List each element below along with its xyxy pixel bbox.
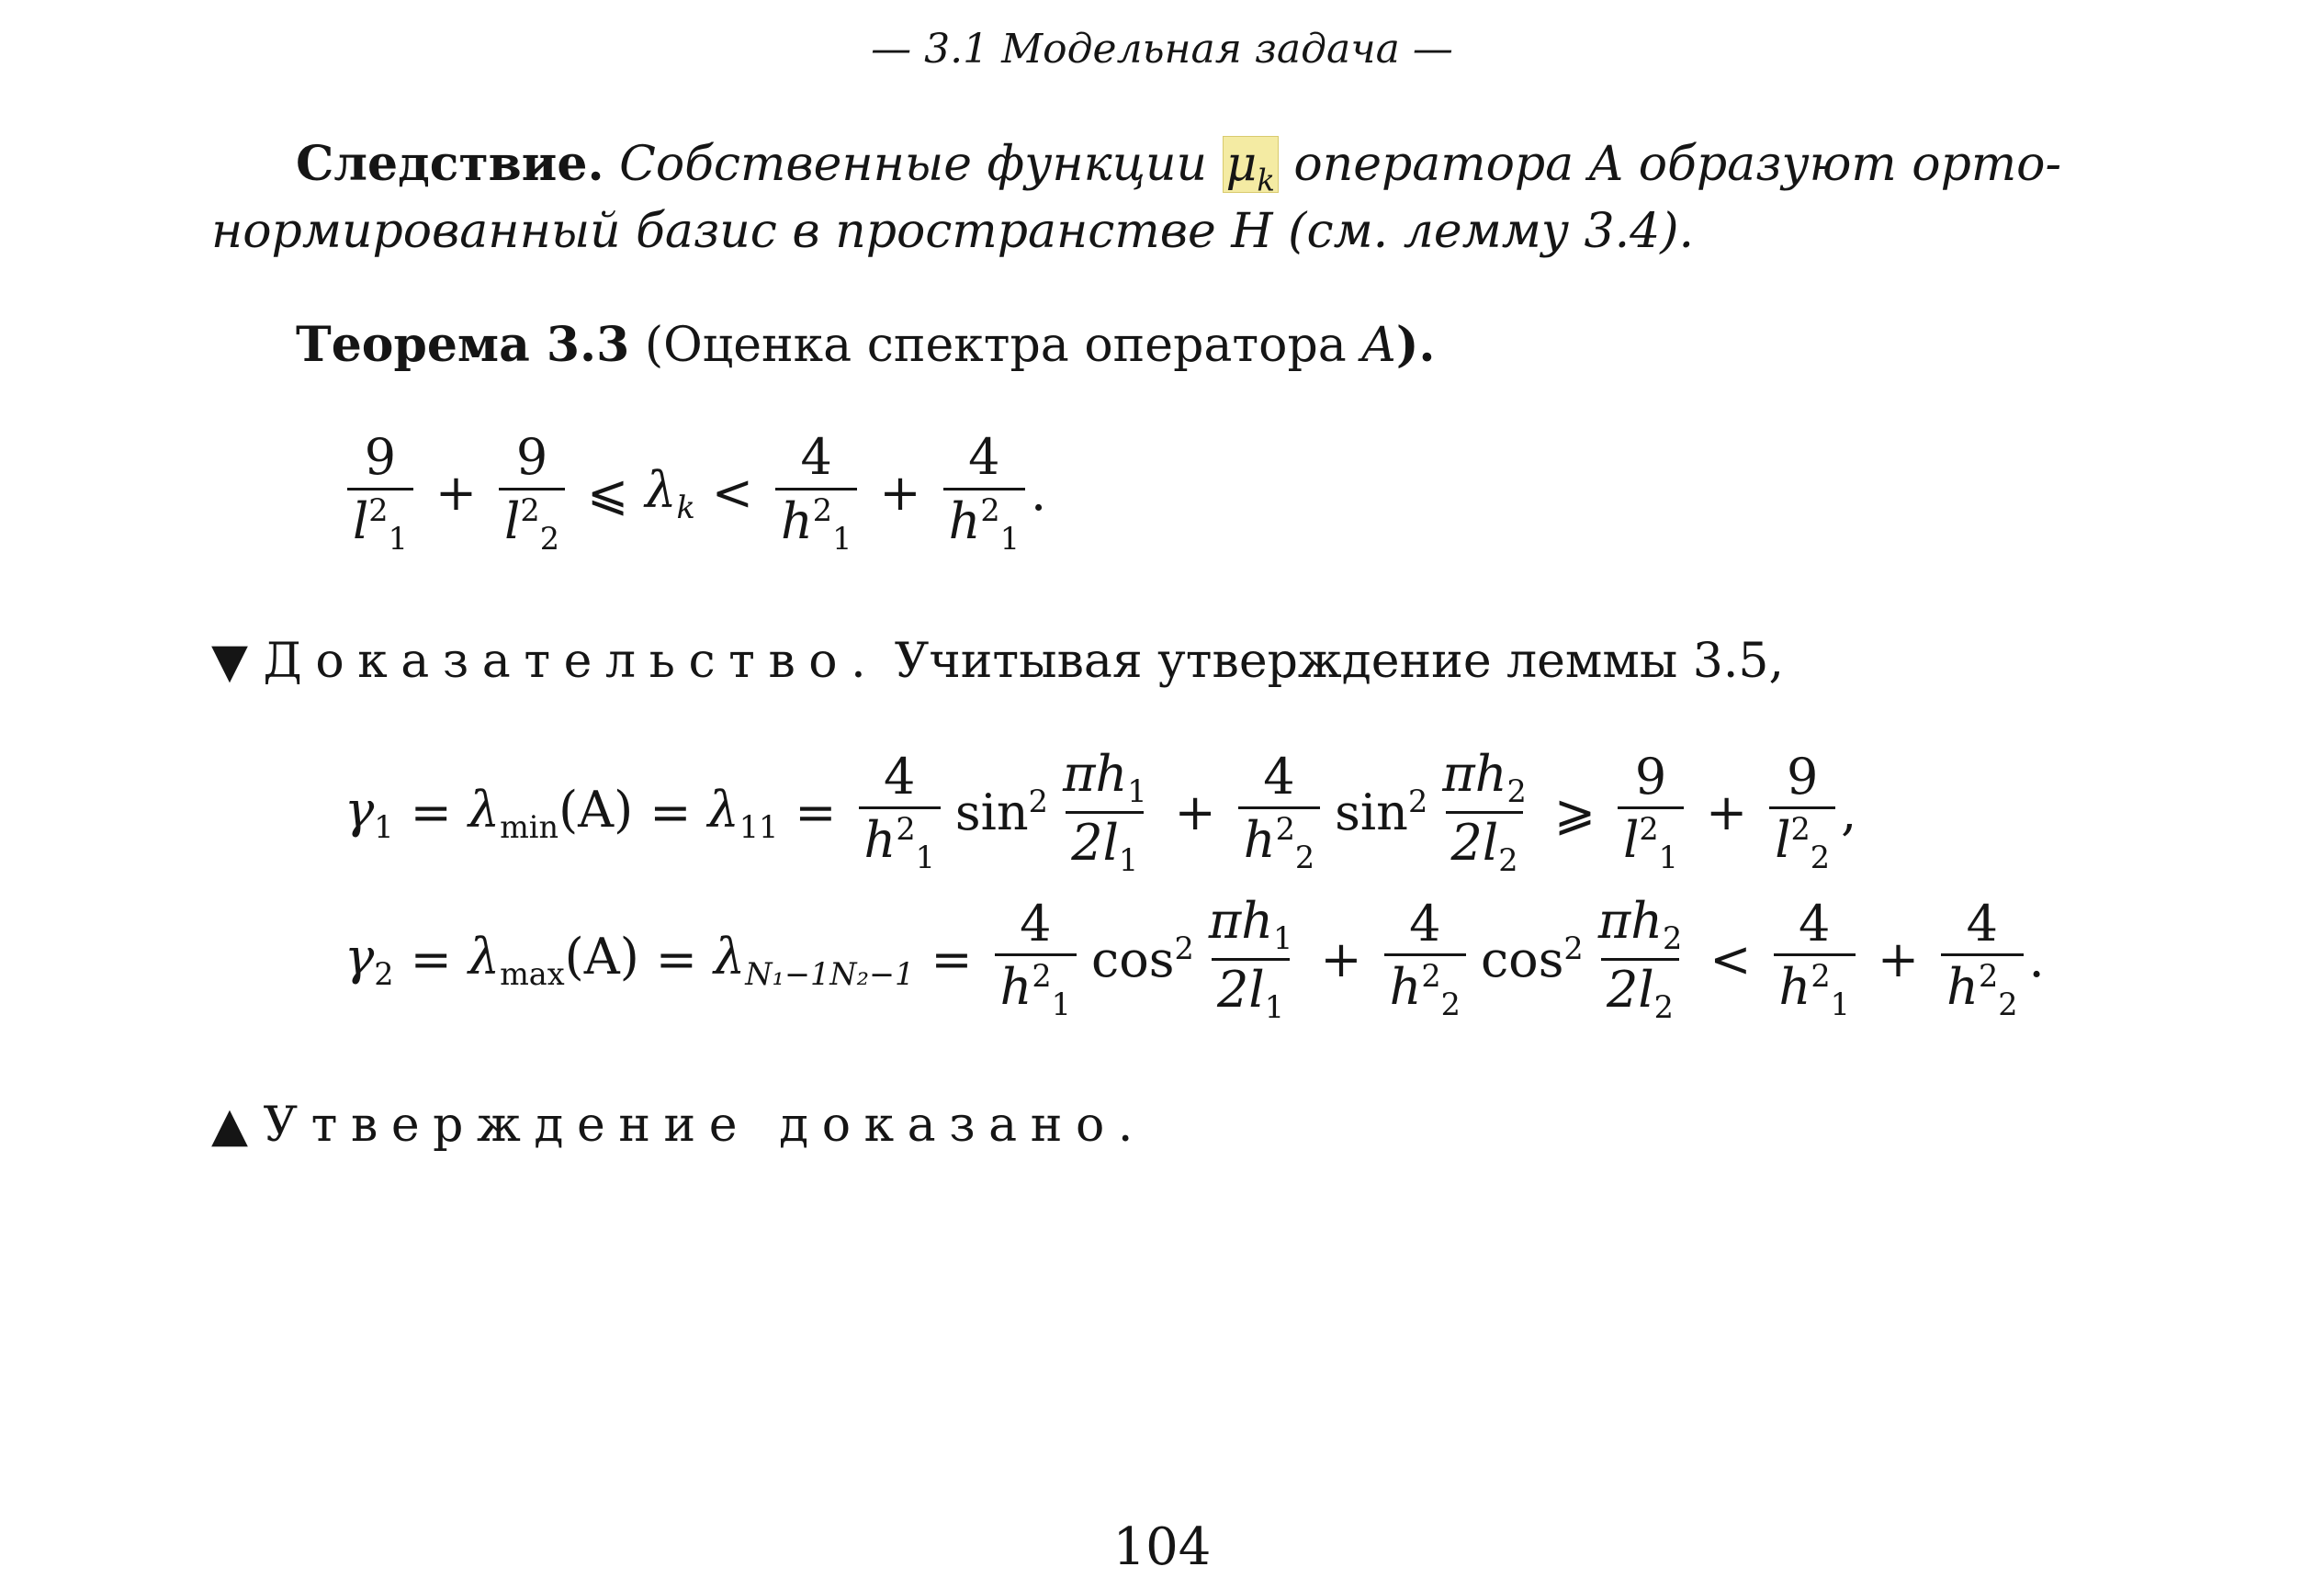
proof-intro-text: Учитывая утверждение леммы 3.5, — [894, 634, 1784, 689]
fraction-4-over-h1sq-b: $\frac{4}{h^2_1}$ — [943, 432, 1025, 555]
corollary-label: Следствие. — [296, 136, 604, 192]
highlighted-mu-symbol[interactable]: $\mu_k$ — [1223, 136, 1279, 193]
fraction-9-over-l1sq: $\frac{9}{l^2_1}$ — [347, 432, 413, 555]
proof-end-text: Утверждение доказано. — [263, 1098, 1146, 1153]
theorem-title-close: ). — [1395, 317, 1436, 373]
page-number: 104 — [1112, 1517, 1212, 1577]
theorem-heading — [296, 317, 1436, 373]
corollary-text-after: оператора A образуют орто- — [1293, 137, 2062, 192]
lambda-k: $\lambda_k$ — [645, 460, 695, 525]
corollary-line-1 — [296, 136, 2061, 197]
proof-end-marker: ▲ — [211, 1098, 248, 1153]
theorem-inequality: $\frac{9}{l^2_1}$ + $\frac{9}{l^2_2}$ ⩽ $\lambda_k$ < $\frac{4}{h^2_1}$ + $\frac{4}{h^2_1}$ . — [342, 432, 1046, 555]
theorem-operator: A — [1361, 318, 1396, 373]
proof-start-marker: ▼ — [211, 634, 248, 689]
theorem-label: Теорема 3.3 — [296, 317, 630, 373]
running-head: — 3.1 Модельная задача — — [871, 26, 1453, 73]
theorem-title-open: (Оценка спектра оператора — [644, 318, 1347, 373]
fraction-9-over-l2sq: $\frac{9}{l^2_2}$ — [499, 432, 565, 555]
corollary-text-before: Собственные функции — [619, 137, 1207, 192]
proof-label: Доказательство. — [263, 634, 880, 689]
proof-equation-gamma2: $\gamma_2$ = $\lambda_{max}(A)$ = $\lambda_{N_1-1N_2-1}$ = $\frac{4}{h^2_1}$ $\cos^2$ $\frac{\pi h_1}{2l_1}$ + $\frac{4}{h^2_2}$ $\cos^2$ $\frac{\pi h_2}{2l_2}$ < $\frac{4}{h^2_1}$ + $\frac{4}{h^2_2}$ . — [344, 892, 2045, 1025]
proof-end — [211, 1098, 1146, 1153]
proof-equation-gamma1: $\gamma_1$ = $\lambda_{min}(A)$ = $\lambda_{11}$ = $\frac{4}{h^2_1}$ $\sin^2$ $\frac{\pi h_1}{2l_1}$ + $\frac{4}{h^2_2}$ $\sin^2$ $\frac{\pi h_2}{2l_2}$ ⩾ $\frac{9}{l^2_1}$ + $\frac{9}{l^2_2}$ , — [344, 745, 1857, 878]
corollary-line-2: нормированный базис в пространстве H (см. лемму 3.4). — [211, 204, 1695, 259]
proof-heading — [211, 634, 1784, 689]
fraction-4-over-h1sq-a: $\frac{4}{h^2_1}$ — [775, 432, 857, 555]
